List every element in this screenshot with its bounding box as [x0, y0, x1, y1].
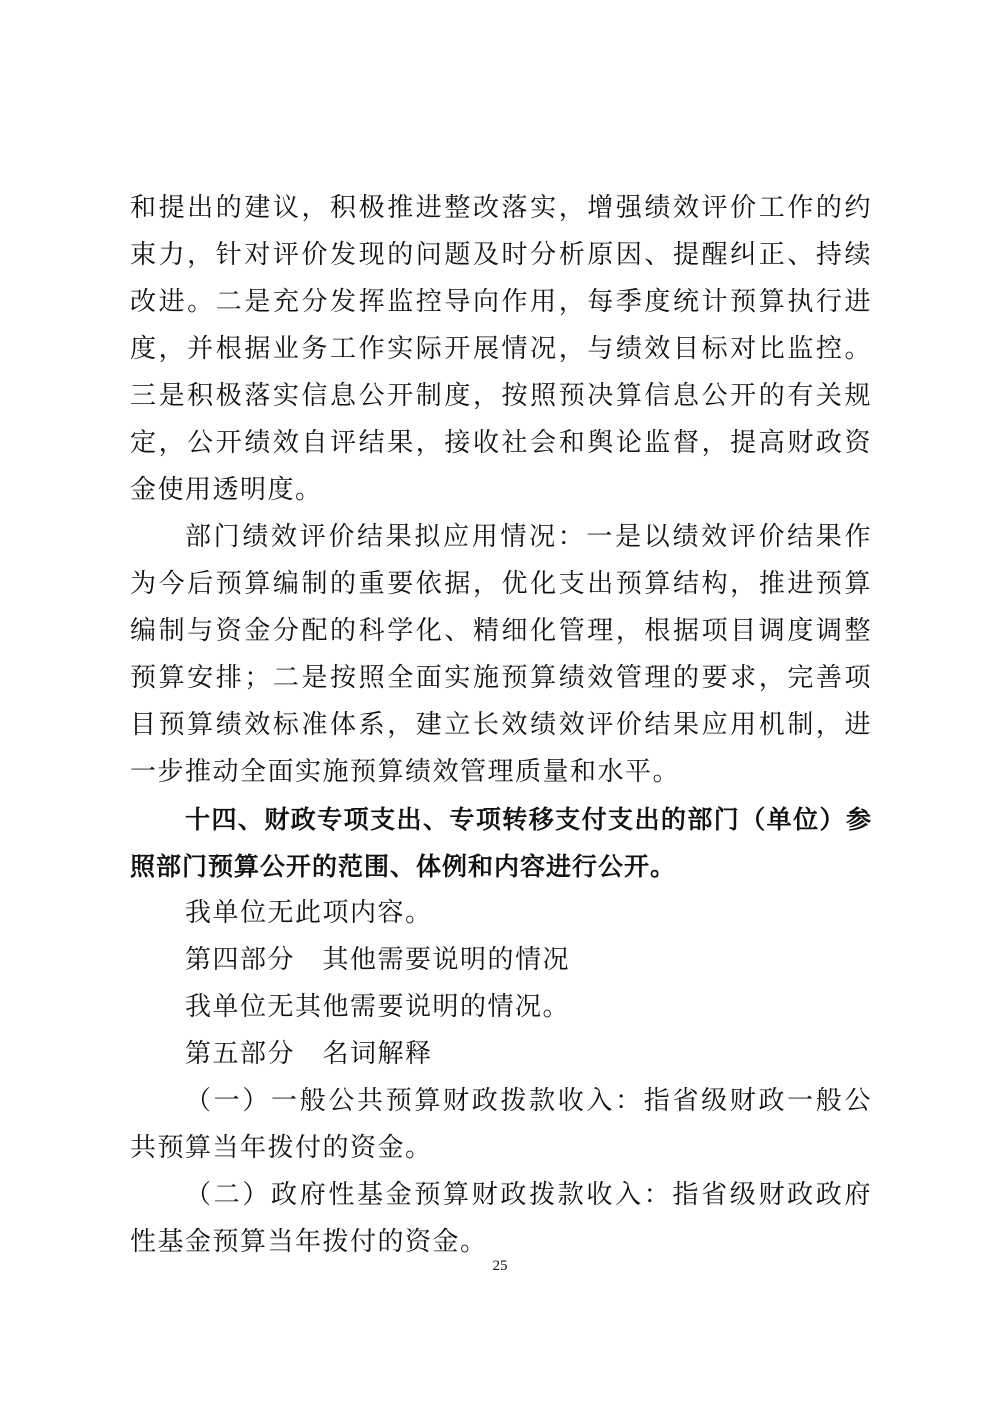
paragraph-no-other-notes: 我单位无其他需要说明的情况。 [185, 992, 571, 1022]
part-five-heading: 第五部分 名词解释 [185, 1039, 433, 1069]
term-government-fund-budget: （二）政府性基金预算财政拨款收入：指省级财政政府性基金预算当年拨付的资金。 [130, 1180, 872, 1257]
paragraph-performance-results: 部门绩效评价结果拟应用情况：一是以绩效评价结果作为今后预算编制的重要依据，优化支出预算结构，推进预算编制与资金分配的科学化、精细化管理，根据项目调度调整预算安排；二是按照全面实施预算绩效管理的要求，完善项目预算绩效标准体系，建立长效绩效评价结果应用机制，进一步推动全面实施预算绩效管理质量和水平。 [130, 522, 872, 787]
paragraph-no-content: 我单位无此项内容。 [185, 898, 433, 928]
part-four-heading: 第四部分 其他需要说明的情况 [185, 945, 571, 975]
paragraph-continuation: 和提出的建议，积极推进整改落实，增强绩效评价工作的约束力，针对评价发现的问题及时分析原因、提醒纠正、持续改进。二是充分发挥监控导向作用，每季度统计预算执行进度，并根据业务工作实际开展情况，与绩效目标对比监控。三是积极落实信息公开制度，按照预决算信息公开的有关规定，公开绩效自评结果，接收社会和舆论监督，提高财政资金使用透明度。 [130, 193, 872, 505]
section-heading-fourteen: 十四、财政专项支出、专项转移支付支出的部门（单位）参照部门预算公开的范围、体例和内容进行公开。 [130, 805, 872, 881]
term-general-budget: （一）一般公共预算财政拨款收入：指省级财政一般公共预算当年拨付的资金。 [130, 1086, 872, 1163]
page-number: 25 [492, 1258, 508, 1274]
document-body [130, 185, 872, 1266]
